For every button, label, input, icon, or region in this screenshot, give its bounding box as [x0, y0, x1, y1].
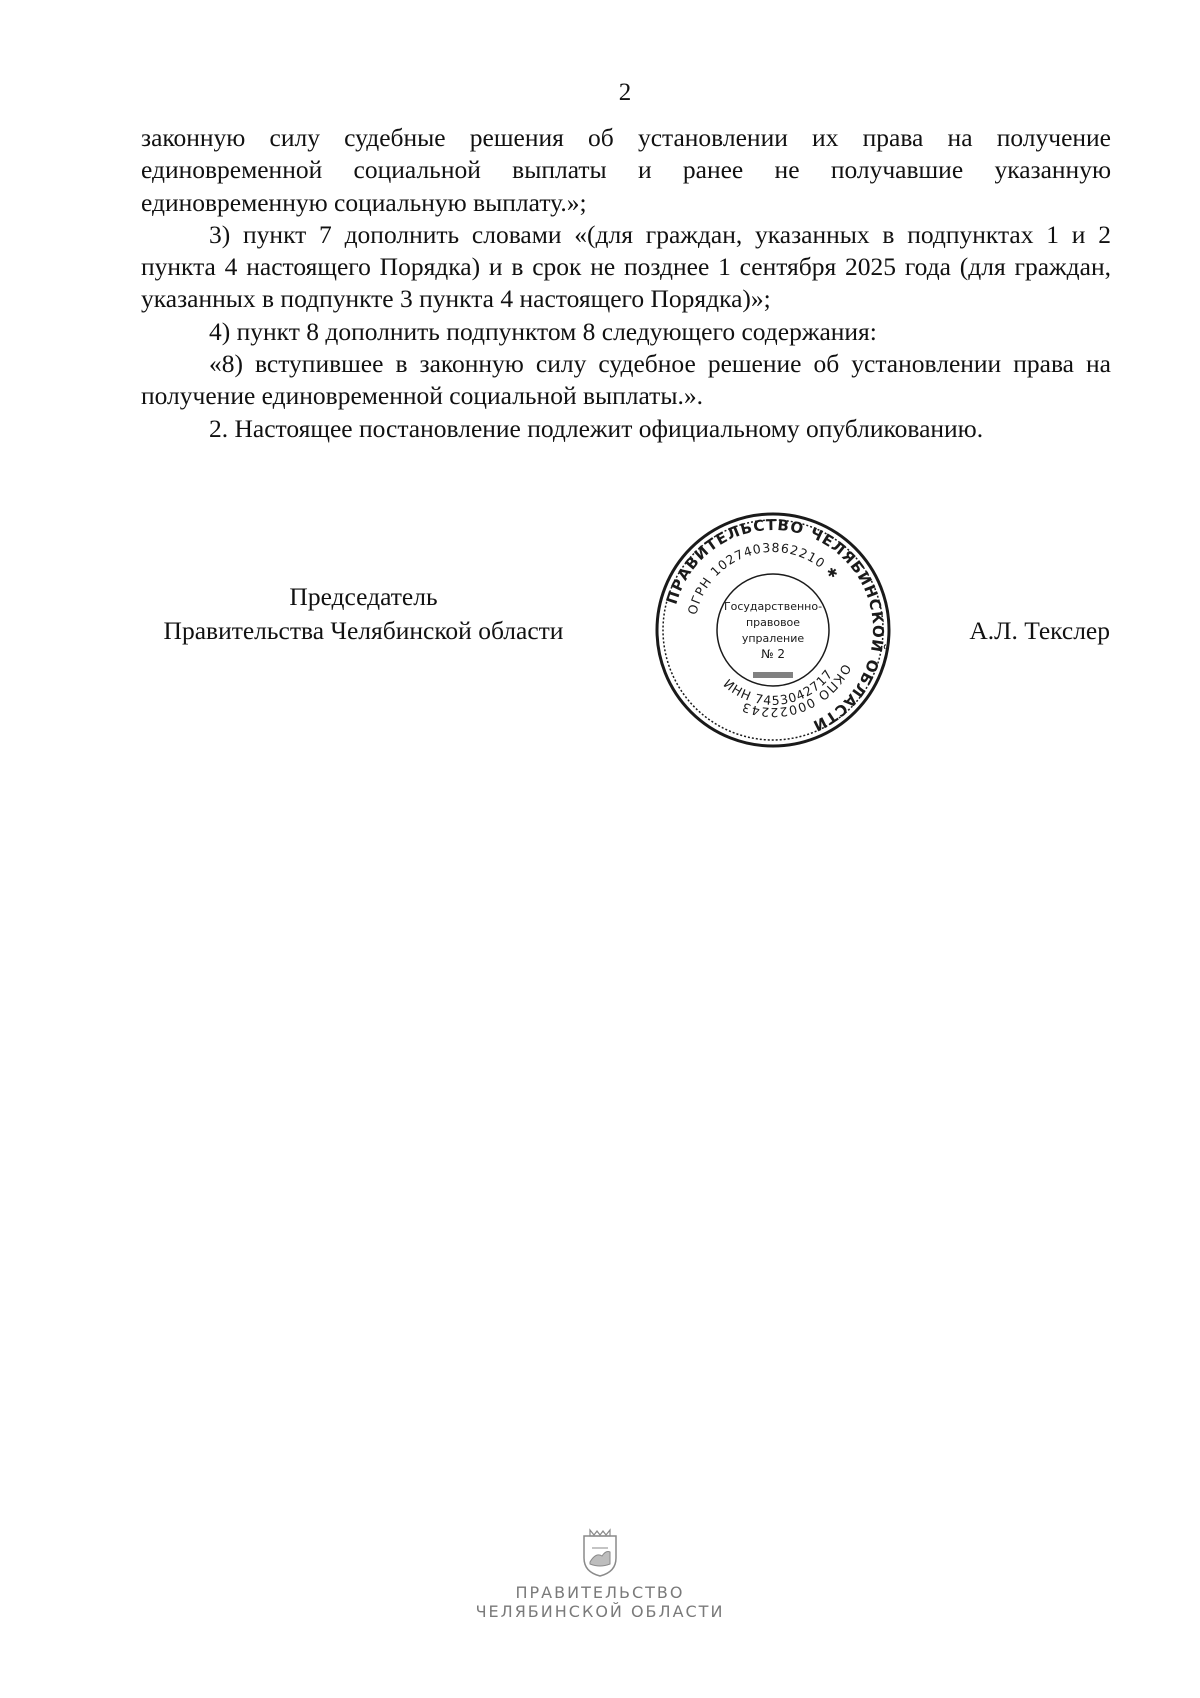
official-seal: [653, 510, 893, 750]
chelyabinsk-coat-of-arms-icon: [578, 1528, 622, 1578]
paragraph-continuation: законную силу судебные решения об установлении их права на получение единовременной социальной выплаты и ранее не получавшие указанную единовременную социальную выплату.»;: [141, 123, 1111, 217]
seal-ogrn: ОГРН 1027403862210 ✱: [684, 539, 843, 617]
seal-center-line2: правовое: [745, 616, 801, 629]
seal-okpo: ОКПО 00022243: [739, 661, 855, 721]
paragraph-item-3: 3) пункт 7 дополнить словами «(для граждан, указанных в подпунктах 1 и 2 пункта 4 настоящего Порядка) и в срок не позднее 1 сентября 2025 года (для граждан, указанных в подпункте 3 пункта 4 настоящего Порядка)»;: [141, 219, 1111, 314]
signature-block: [0, 579, 1200, 709]
footer-line2: ЧЕЛЯБИНСКОЙ ОБЛАСТИ: [475, 1602, 725, 1621]
signatory-position-line1: Председатель: [289, 582, 438, 611]
footer-emblem-block: [0, 1528, 1200, 1621]
signatory-position-line2: Правительства Челябинской области: [163, 616, 564, 645]
seal-outer-text: ПРАВИТЕЛЬСТВО ЧЕЛЯБИНСКОЙ ОБЛАСТИ: [662, 515, 888, 736]
seal-inn: ИНН 7453042717: [720, 666, 836, 708]
seal-center-line4: № 2: [761, 647, 785, 661]
document-body: [141, 122, 1111, 445]
signatory-name: А.Л. Текслер: [969, 616, 1110, 645]
paragraph-publication: 2. Настоящее постановление подлежит официальному опубликованию.: [209, 413, 984, 443]
paragraph-item-4: 4) пункт 8 дополнить подпунктом 8 следующего содержания:: [209, 316, 877, 346]
seal-center-line3: упраление: [741, 632, 805, 645]
paragraph-quote-8: «8) вступившее в законную силу судебное решение об установлении права на получение единовременной социальной выплаты.».: [141, 349, 1111, 411]
seal-graphic: [653, 510, 893, 750]
seal-center-line1: Государственно-: [723, 600, 823, 613]
footer-line1: ПРАВИТЕЛЬСТВО: [515, 1583, 685, 1602]
page-number: 2: [618, 79, 632, 106]
